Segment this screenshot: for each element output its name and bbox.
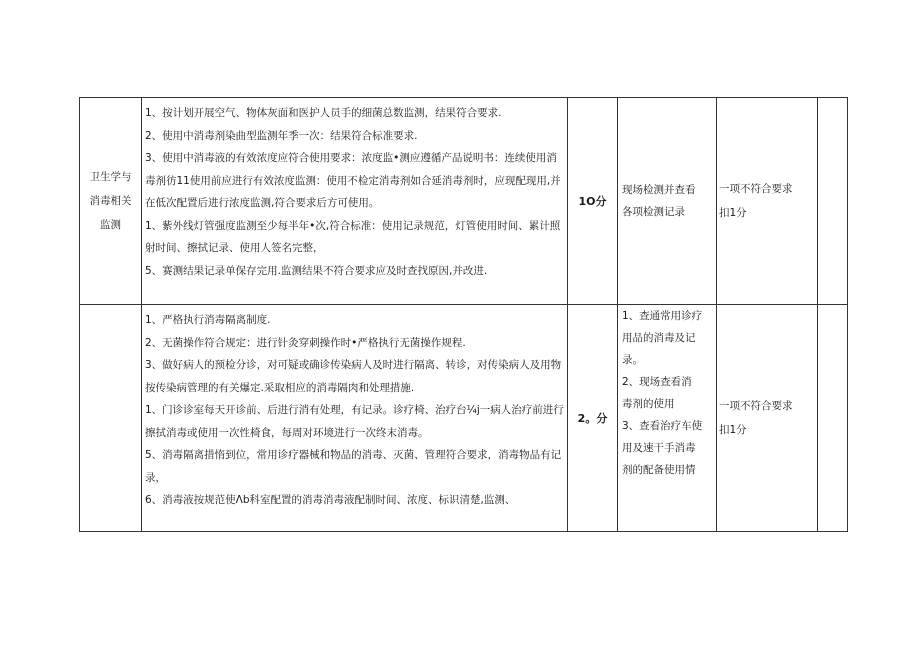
requirement-item: 6、消毒液按规范使Λb科室配置的消毒消毒液配制时间、浓度、标识清楚,监测、 bbox=[145, 494, 516, 506]
requirement-item: 2、使用中消毒剂染曲型监测年季一次：结果符合标准要求. bbox=[145, 129, 418, 142]
requirement-item: 1、严格执行消毒隔离制度. bbox=[145, 314, 271, 326]
deduction-line: 扣1分 bbox=[719, 207, 747, 219]
method-line: 各项检测记录 bbox=[622, 206, 685, 218]
method-line: 用及速干手消毒 bbox=[622, 442, 696, 454]
requirement-item: 2、无菌操作符合规定：进行针灸穿刺操作时•严格执行无菌操作规程. bbox=[145, 336, 466, 349]
method-line: 现场检测并查看 bbox=[622, 184, 696, 196]
method-cell bbox=[618, 98, 717, 305]
method-line: 2、现场查看消 bbox=[622, 376, 692, 388]
requirement-item: 5、赛测结果记录单保存完用.监测结果不符合要求应及时查找原因,并改进. bbox=[145, 264, 488, 277]
empty-cell bbox=[818, 98, 848, 305]
score-cell: 2。分 bbox=[568, 305, 618, 532]
method-line: 1、查通常用诊疗 bbox=[622, 310, 703, 322]
empty-cell bbox=[818, 305, 848, 532]
score-cell: 1O分 bbox=[568, 98, 618, 305]
inspection-table bbox=[79, 97, 848, 532]
deduction-cell bbox=[717, 305, 818, 532]
category-cell bbox=[80, 98, 142, 305]
category-line: 监测 bbox=[100, 219, 121, 231]
deduction-line: 一项不符合要求 bbox=[719, 400, 793, 412]
deduction-cell bbox=[717, 98, 818, 305]
table-row bbox=[80, 98, 848, 305]
requirements-cell bbox=[142, 305, 568, 532]
requirements-cell bbox=[142, 98, 568, 305]
category-line: 消毒相关 bbox=[89, 195, 132, 207]
method-line: 毒剂的使用 bbox=[622, 398, 675, 410]
deduction-line: 扣1分 bbox=[719, 424, 747, 436]
requirement-item: 5、消毒隔离措惰到位，常用诊疗器械和物品的消毒、灭菌、管理符合要求，消毒物品有记录， bbox=[145, 449, 562, 484]
method-line: 用品的消毒及记 bbox=[622, 332, 696, 344]
method-cell bbox=[618, 305, 717, 532]
category-cell bbox=[80, 305, 142, 532]
deduction-line: 一项不符合要求 bbox=[719, 183, 793, 195]
category-line: 卫生学与 bbox=[89, 171, 132, 183]
requirement-item: 3、做好病人的预检分诊，对可疑或确诊传染病人及时进行隔离、转诊，对传染病人及用物按传染病管理的有关爆定.采取相应的消毒隔肉和处理措施. bbox=[145, 359, 562, 394]
method-line: 录。 bbox=[622, 354, 643, 366]
requirement-item: 1、紫外线灯管强度监测至少每半年•次,符合标准：使用记录规范，灯管使用时间、累计照射时间、擦拭记录、使用人签名完整， bbox=[145, 219, 561, 254]
method-line: 3、查看治疗车使 bbox=[622, 420, 703, 432]
requirement-item: 1、按计划开展空气、物体灰面和医护人员手的细菌总数监测，结果符合要求. bbox=[145, 107, 502, 119]
method-line: 剂的配备使用情 bbox=[622, 464, 696, 476]
requirement-item: 1、门诊诊室每天开诊前、后进行消有处理，有记录。诊疗椅、治疗台¼j一病人治疗前进行擦拭消毒或使用一次性椅食，每周对环境进行一次终末消毒。 bbox=[145, 404, 564, 439]
requirement-item: 3、使用中消毒液的有效浓度应符合使用要求：浓度监•测应遵循产品说明书：连续使用消毒剂彷11使用前应进行有效浓度监测：使用不检定消毒剂如合延消毒剂时，应现配现用,并在低次配置后进行浓度监测,符合要求后方可使用。 bbox=[145, 152, 561, 209]
table-row bbox=[80, 305, 848, 532]
